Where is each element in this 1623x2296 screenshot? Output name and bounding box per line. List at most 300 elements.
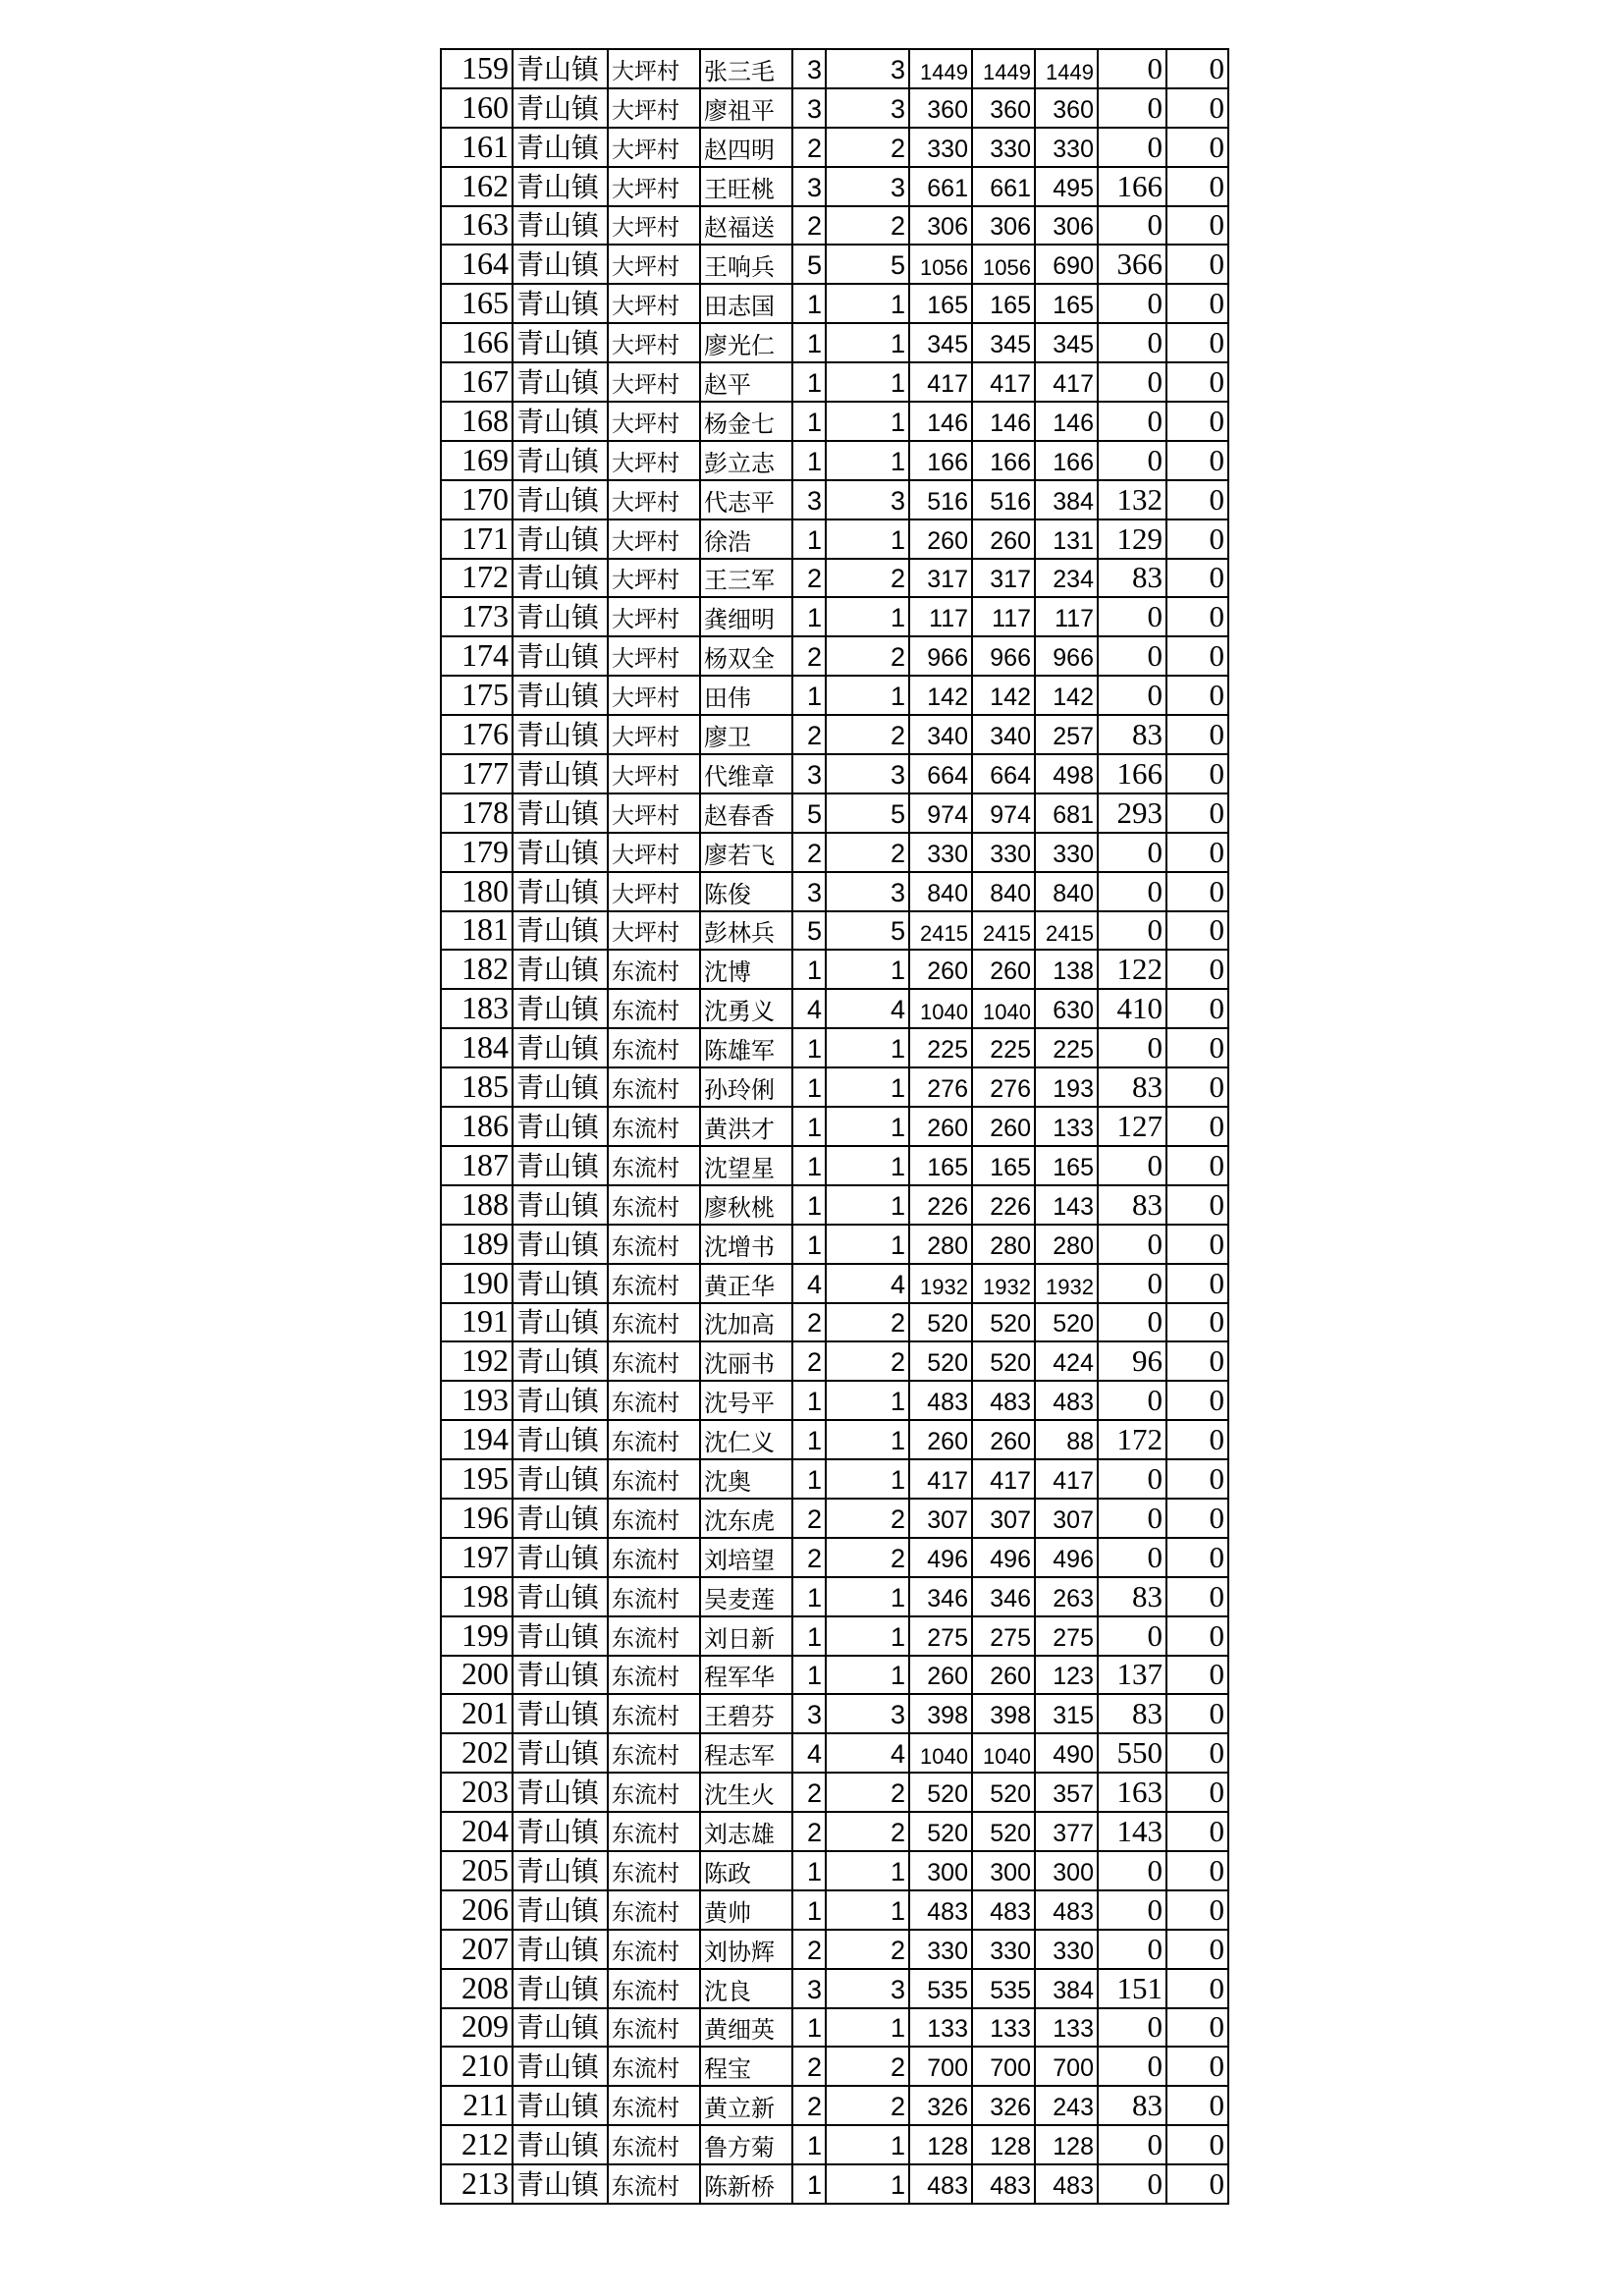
person-count-cell: 1	[826, 402, 909, 441]
amount-cell-3: 330	[1035, 1930, 1098, 1969]
amount-cell-1: 330	[909, 833, 972, 872]
town-cell: 青山镇	[513, 1538, 608, 1577]
village-cell: 东流村	[608, 1538, 700, 1577]
amount-cell-3: 495	[1035, 167, 1098, 206]
amount-cell-2: 275	[972, 1616, 1035, 1656]
amount-cell-2: 260	[972, 1107, 1035, 1146]
row-number-cell: 168	[441, 402, 513, 441]
household-count-cell: 3	[792, 480, 826, 519]
person-count-cell: 2	[826, 636, 909, 676]
person-count-cell: 1	[826, 2164, 909, 2204]
row-number-cell: 189	[441, 1225, 513, 1264]
name-cell: 彭林兵	[700, 911, 792, 951]
town-cell: 青山镇	[513, 519, 608, 559]
name-cell: 黄细英	[700, 2008, 792, 2048]
row-number-cell: 201	[441, 1694, 513, 1733]
row-number-cell: 187	[441, 1146, 513, 1185]
amount-cell-5: 0	[1166, 1577, 1228, 1616]
name-cell: 田伟	[700, 676, 792, 715]
amount-cell-5: 0	[1166, 636, 1228, 676]
row-number-cell: 202	[441, 1733, 513, 1773]
amount-cell-1: 345	[909, 323, 972, 362]
row-number-cell: 185	[441, 1067, 513, 1107]
name-cell: 沈勇义	[700, 989, 792, 1028]
name-cell: 廖卫	[700, 715, 792, 754]
person-count-cell: 3	[826, 872, 909, 911]
amount-cell-4: 0	[1098, 1538, 1166, 1577]
amount-cell-4: 83	[1098, 715, 1166, 754]
town-cell: 青山镇	[513, 1459, 608, 1499]
amount-cell-5: 0	[1166, 88, 1228, 128]
household-count-cell: 1	[792, 1185, 826, 1225]
amount-cell-4: 0	[1098, 872, 1166, 911]
row-number-cell: 175	[441, 676, 513, 715]
household-count-cell: 4	[792, 1733, 826, 1773]
household-count-cell: 3	[792, 872, 826, 911]
household-count-cell: 1	[792, 1028, 826, 1067]
name-cell: 沈奥	[700, 1459, 792, 1499]
amount-cell-1: 142	[909, 676, 972, 715]
amount-cell-5: 0	[1166, 1851, 1228, 1890]
amount-cell-4: 0	[1098, 88, 1166, 128]
amount-cell-3: 681	[1035, 793, 1098, 833]
amount-cell-5: 0	[1166, 715, 1228, 754]
person-count-cell: 2	[826, 2086, 909, 2125]
amount-cell-3: 330	[1035, 128, 1098, 167]
table-row	[441, 1969, 1228, 2008]
town-cell: 青山镇	[513, 793, 608, 833]
household-count-cell: 2	[792, 1499, 826, 1538]
household-count-cell: 2	[792, 1303, 826, 1342]
row-number-cell: 181	[441, 911, 513, 951]
household-count-cell: 1	[792, 323, 826, 362]
amount-cell-4: 293	[1098, 793, 1166, 833]
amount-cell-4: 0	[1098, 402, 1166, 441]
amount-cell-4: 0	[1098, 2125, 1166, 2164]
amount-cell-2: 128	[972, 2125, 1035, 2164]
amount-cell-1: 535	[909, 1969, 972, 2008]
amount-cell-5: 0	[1166, 833, 1228, 872]
amount-cell-5: 0	[1166, 128, 1228, 167]
amount-cell-2: 700	[972, 2047, 1035, 2086]
person-count-cell: 1	[826, 1185, 909, 1225]
table-row	[441, 88, 1228, 128]
amount-cell-5: 0	[1166, 1890, 1228, 1930]
row-number-cell: 184	[441, 1028, 513, 1067]
table-row	[441, 323, 1228, 362]
amount-cell-2: 165	[972, 1146, 1035, 1185]
town-cell: 青山镇	[513, 1616, 608, 1656]
table-row	[441, 1616, 1228, 1656]
town-cell: 青山镇	[513, 1499, 608, 1538]
table-row	[441, 1773, 1228, 1812]
amount-cell-1: 1449	[909, 49, 972, 88]
town-cell: 青山镇	[513, 1381, 608, 1420]
table-row	[441, 1812, 1228, 1851]
village-cell: 东流村	[608, 1146, 700, 1185]
town-cell: 青山镇	[513, 1773, 608, 1812]
household-count-cell: 1	[792, 1225, 826, 1264]
person-count-cell: 1	[826, 597, 909, 636]
amount-cell-1: 417	[909, 362, 972, 402]
table-row	[441, 519, 1228, 559]
amount-cell-4: 0	[1098, 1028, 1166, 1067]
amount-cell-2: 1056	[972, 245, 1035, 284]
row-number-cell: 165	[441, 284, 513, 323]
table-row	[441, 1107, 1228, 1146]
row-number-cell: 167	[441, 362, 513, 402]
row-number-cell: 210	[441, 2047, 513, 2086]
amount-cell-3: 496	[1035, 1538, 1098, 1577]
village-cell: 东流村	[608, 2125, 700, 2164]
amount-cell-1: 226	[909, 1185, 972, 1225]
amount-cell-4: 143	[1098, 1812, 1166, 1851]
row-number-cell: 176	[441, 715, 513, 754]
village-cell: 大坪村	[608, 636, 700, 676]
table-body	[441, 49, 1228, 2204]
household-count-cell: 1	[792, 1146, 826, 1185]
person-count-cell: 1	[826, 1146, 909, 1185]
amount-cell-4: 83	[1098, 1067, 1166, 1107]
amount-cell-3: 424	[1035, 1341, 1098, 1381]
row-number-cell: 188	[441, 1185, 513, 1225]
household-count-cell: 1	[792, 519, 826, 559]
table-row	[441, 402, 1228, 441]
amount-cell-3: 384	[1035, 480, 1098, 519]
village-cell: 东流村	[608, 1264, 700, 1303]
amount-cell-5: 0	[1166, 1067, 1228, 1107]
amount-cell-1: 133	[909, 2008, 972, 2048]
town-cell: 青山镇	[513, 2125, 608, 2164]
amount-cell-4: 0	[1098, 1264, 1166, 1303]
amount-cell-4: 0	[1098, 911, 1166, 951]
row-number-cell: 171	[441, 519, 513, 559]
amount-cell-4: 166	[1098, 754, 1166, 793]
amount-cell-5: 0	[1166, 167, 1228, 206]
amount-cell-5: 0	[1166, 950, 1228, 989]
person-count-cell: 4	[826, 989, 909, 1028]
person-count-cell: 3	[826, 167, 909, 206]
household-count-cell: 2	[792, 833, 826, 872]
amount-cell-2: 166	[972, 441, 1035, 480]
amount-cell-5: 0	[1166, 1538, 1228, 1577]
name-cell: 赵春香	[700, 793, 792, 833]
village-cell: 东流村	[608, 1773, 700, 1812]
amount-cell-2: 1040	[972, 989, 1035, 1028]
amount-cell-3: 966	[1035, 636, 1098, 676]
table-row	[441, 441, 1228, 480]
amount-cell-3: 193	[1035, 1067, 1098, 1107]
person-count-cell: 2	[826, 715, 909, 754]
amount-cell-1: 166	[909, 441, 972, 480]
town-cell: 青山镇	[513, 2086, 608, 2125]
household-count-cell: 3	[792, 1969, 826, 2008]
name-cell: 程军华	[700, 1656, 792, 1695]
person-count-cell: 1	[826, 1028, 909, 1067]
village-cell: 大坪村	[608, 597, 700, 636]
person-count-cell: 1	[826, 2008, 909, 2048]
village-cell: 大坪村	[608, 206, 700, 246]
amount-cell-5: 0	[1166, 206, 1228, 246]
amount-cell-4: 0	[1098, 323, 1166, 362]
table-row	[441, 872, 1228, 911]
amount-cell-4: 151	[1098, 1969, 1166, 2008]
person-count-cell: 3	[826, 1694, 909, 1733]
amount-cell-5: 0	[1166, 1499, 1228, 1538]
name-cell: 赵福送	[700, 206, 792, 246]
amount-cell-2: 330	[972, 128, 1035, 167]
amount-cell-1: 260	[909, 519, 972, 559]
amount-cell-4: 0	[1098, 597, 1166, 636]
town-cell: 青山镇	[513, 833, 608, 872]
row-number-cell: 197	[441, 1538, 513, 1577]
amount-cell-5: 0	[1166, 1420, 1228, 1459]
row-number-cell: 194	[441, 1420, 513, 1459]
town-cell: 青山镇	[513, 1264, 608, 1303]
person-count-cell: 3	[826, 88, 909, 128]
subsidy-table	[440, 48, 1229, 2205]
town-cell: 青山镇	[513, 88, 608, 128]
amount-cell-3: 377	[1035, 1812, 1098, 1851]
household-count-cell: 5	[792, 245, 826, 284]
town-cell: 青山镇	[513, 1420, 608, 1459]
amount-cell-4: 0	[1098, 128, 1166, 167]
table-row	[441, 833, 1228, 872]
amount-cell-2: 417	[972, 1459, 1035, 1499]
household-count-cell: 2	[792, 1812, 826, 1851]
amount-cell-1: 275	[909, 1616, 972, 1656]
table-row	[441, 950, 1228, 989]
person-count-cell: 1	[826, 1851, 909, 1890]
name-cell: 张三毛	[700, 49, 792, 88]
person-count-cell: 2	[826, 1341, 909, 1381]
amount-cell-4: 0	[1098, 2047, 1166, 2086]
amount-cell-5: 0	[1166, 676, 1228, 715]
row-number-cell: 180	[441, 872, 513, 911]
amount-cell-5: 0	[1166, 1225, 1228, 1264]
town-cell: 青山镇	[513, 911, 608, 951]
amount-cell-1: 260	[909, 1420, 972, 1459]
village-cell: 东流村	[608, 1420, 700, 1459]
amount-cell-5: 0	[1166, 911, 1228, 951]
village-cell: 东流村	[608, 2008, 700, 2048]
amount-cell-3: 128	[1035, 2125, 1098, 2164]
town-cell: 青山镇	[513, 2047, 608, 2086]
amount-cell-4: 0	[1098, 1146, 1166, 1185]
row-number-cell: 174	[441, 636, 513, 676]
amount-cell-1: 417	[909, 1459, 972, 1499]
household-count-cell: 5	[792, 911, 826, 951]
village-cell: 大坪村	[608, 362, 700, 402]
row-number-cell: 166	[441, 323, 513, 362]
amount-cell-2: 483	[972, 2164, 1035, 2204]
amount-cell-2: 483	[972, 1381, 1035, 1420]
amount-cell-3: 263	[1035, 1577, 1098, 1616]
town-cell: 青山镇	[513, 128, 608, 167]
amount-cell-4: 129	[1098, 519, 1166, 559]
amount-cell-2: 974	[972, 793, 1035, 833]
village-cell: 东流村	[608, 2164, 700, 2204]
name-cell: 杨金七	[700, 402, 792, 441]
amount-cell-5: 0	[1166, 1303, 1228, 1342]
table-row	[441, 676, 1228, 715]
household-count-cell: 5	[792, 793, 826, 833]
town-cell: 青山镇	[513, 872, 608, 911]
household-count-cell: 1	[792, 1616, 826, 1656]
amount-cell-1: 360	[909, 88, 972, 128]
amount-cell-5: 0	[1166, 441, 1228, 480]
table-row	[441, 989, 1228, 1028]
row-number-cell: 193	[441, 1381, 513, 1420]
amount-cell-3: 225	[1035, 1028, 1098, 1067]
village-cell: 东流村	[608, 2086, 700, 2125]
table-row	[441, 1538, 1228, 1577]
amount-cell-2: 483	[972, 1890, 1035, 1930]
amount-cell-4: 0	[1098, 2008, 1166, 2048]
amount-cell-4: 0	[1098, 441, 1166, 480]
amount-cell-3: 275	[1035, 1616, 1098, 1656]
amount-cell-3: 1449	[1035, 49, 1098, 88]
amount-cell-5: 0	[1166, 1733, 1228, 1773]
village-cell: 大坪村	[608, 676, 700, 715]
household-count-cell: 3	[792, 88, 826, 128]
amount-cell-2: 260	[972, 1656, 1035, 1695]
person-count-cell: 1	[826, 1067, 909, 1107]
person-count-cell: 1	[826, 1420, 909, 1459]
name-cell: 赵四明	[700, 128, 792, 167]
amount-cell-4: 96	[1098, 1341, 1166, 1381]
town-cell: 青山镇	[513, 1341, 608, 1381]
town-cell: 青山镇	[513, 206, 608, 246]
amount-cell-2: 520	[972, 1303, 1035, 1342]
name-cell: 沈博	[700, 950, 792, 989]
amount-cell-2: 260	[972, 1420, 1035, 1459]
table-row	[441, 167, 1228, 206]
row-number-cell: 196	[441, 1499, 513, 1538]
table-row	[441, 1146, 1228, 1185]
town-cell: 青山镇	[513, 362, 608, 402]
amount-cell-3: 498	[1035, 754, 1098, 793]
amount-cell-3: 840	[1035, 872, 1098, 911]
amount-cell-3: 243	[1035, 2086, 1098, 2125]
table-row	[441, 1733, 1228, 1773]
amount-cell-5: 0	[1166, 2047, 1228, 2086]
table-row	[441, 480, 1228, 519]
table-row	[441, 206, 1228, 246]
amount-cell-2: 300	[972, 1851, 1035, 1890]
town-cell: 青山镇	[513, 2164, 608, 2204]
amount-cell-4: 0	[1098, 2164, 1166, 2204]
table-row	[441, 636, 1228, 676]
household-count-cell: 2	[792, 559, 826, 598]
town-cell: 青山镇	[513, 1028, 608, 1067]
household-count-cell: 2	[792, 1341, 826, 1381]
name-cell: 黄洪才	[700, 1107, 792, 1146]
amount-cell-1: 260	[909, 1656, 972, 1695]
amount-cell-1: 520	[909, 1773, 972, 1812]
village-cell: 东流村	[608, 1694, 700, 1733]
amount-cell-5: 0	[1166, 559, 1228, 598]
household-count-cell: 2	[792, 2047, 826, 2086]
amount-cell-3: 300	[1035, 1851, 1098, 1890]
name-cell: 陈俊	[700, 872, 792, 911]
person-count-cell: 1	[826, 284, 909, 323]
amount-cell-5: 0	[1166, 1185, 1228, 1225]
amount-cell-2: 345	[972, 323, 1035, 362]
amount-cell-1: 260	[909, 1107, 972, 1146]
amount-cell-3: 142	[1035, 676, 1098, 715]
row-number-cell: 198	[441, 1577, 513, 1616]
household-count-cell: 1	[792, 2125, 826, 2164]
amount-cell-2: 346	[972, 1577, 1035, 1616]
village-cell: 大坪村	[608, 245, 700, 284]
table-row	[441, 1694, 1228, 1733]
person-count-cell: 2	[826, 1303, 909, 1342]
amount-cell-5: 0	[1166, 1969, 1228, 2008]
name-cell: 陈政	[700, 1851, 792, 1890]
table-row	[441, 1851, 1228, 1890]
amount-cell-4: 0	[1098, 1225, 1166, 1264]
town-cell: 青山镇	[513, 167, 608, 206]
town-cell: 青山镇	[513, 1656, 608, 1695]
village-cell: 东流村	[608, 1303, 700, 1342]
household-count-cell: 2	[792, 636, 826, 676]
amount-cell-3: 88	[1035, 1420, 1098, 1459]
village-cell: 东流村	[608, 1459, 700, 1499]
name-cell: 王碧芬	[700, 1694, 792, 1733]
amount-cell-4: 0	[1098, 1851, 1166, 1890]
amount-cell-5: 0	[1166, 1616, 1228, 1656]
village-cell: 大坪村	[608, 441, 700, 480]
amount-cell-2: 1040	[972, 1733, 1035, 1773]
amount-cell-2: 280	[972, 1225, 1035, 1264]
household-count-cell: 2	[792, 206, 826, 246]
amount-cell-2: 360	[972, 88, 1035, 128]
village-cell: 东流村	[608, 1107, 700, 1146]
amount-cell-1: 1040	[909, 989, 972, 1028]
amount-cell-5: 0	[1166, 597, 1228, 636]
amount-cell-5: 0	[1166, 480, 1228, 519]
name-cell: 王三军	[700, 559, 792, 598]
amount-cell-3: 417	[1035, 1459, 1098, 1499]
amount-cell-3: 143	[1035, 1185, 1098, 1225]
amount-cell-4: 172	[1098, 1420, 1166, 1459]
amount-cell-3: 166	[1035, 441, 1098, 480]
table-row	[441, 1303, 1228, 1342]
village-cell: 大坪村	[608, 128, 700, 167]
village-cell: 东流村	[608, 1851, 700, 1890]
amount-cell-5: 0	[1166, 754, 1228, 793]
row-number-cell: 178	[441, 793, 513, 833]
amount-cell-5: 0	[1166, 1773, 1228, 1812]
amount-cell-3: 520	[1035, 1303, 1098, 1342]
row-number-cell: 200	[441, 1656, 513, 1695]
name-cell: 田志国	[700, 284, 792, 323]
table-row	[441, 1459, 1228, 1499]
town-cell: 青山镇	[513, 1577, 608, 1616]
amount-cell-1: 117	[909, 597, 972, 636]
amount-cell-3: 131	[1035, 519, 1098, 559]
person-count-cell: 2	[826, 128, 909, 167]
household-count-cell: 2	[792, 715, 826, 754]
town-cell: 青山镇	[513, 715, 608, 754]
amount-cell-2: 516	[972, 480, 1035, 519]
amount-cell-1: 128	[909, 2125, 972, 2164]
name-cell: 王旺桃	[700, 167, 792, 206]
town-cell: 青山镇	[513, 1225, 608, 1264]
amount-cell-2: 307	[972, 1499, 1035, 1538]
amount-cell-2: 142	[972, 676, 1035, 715]
